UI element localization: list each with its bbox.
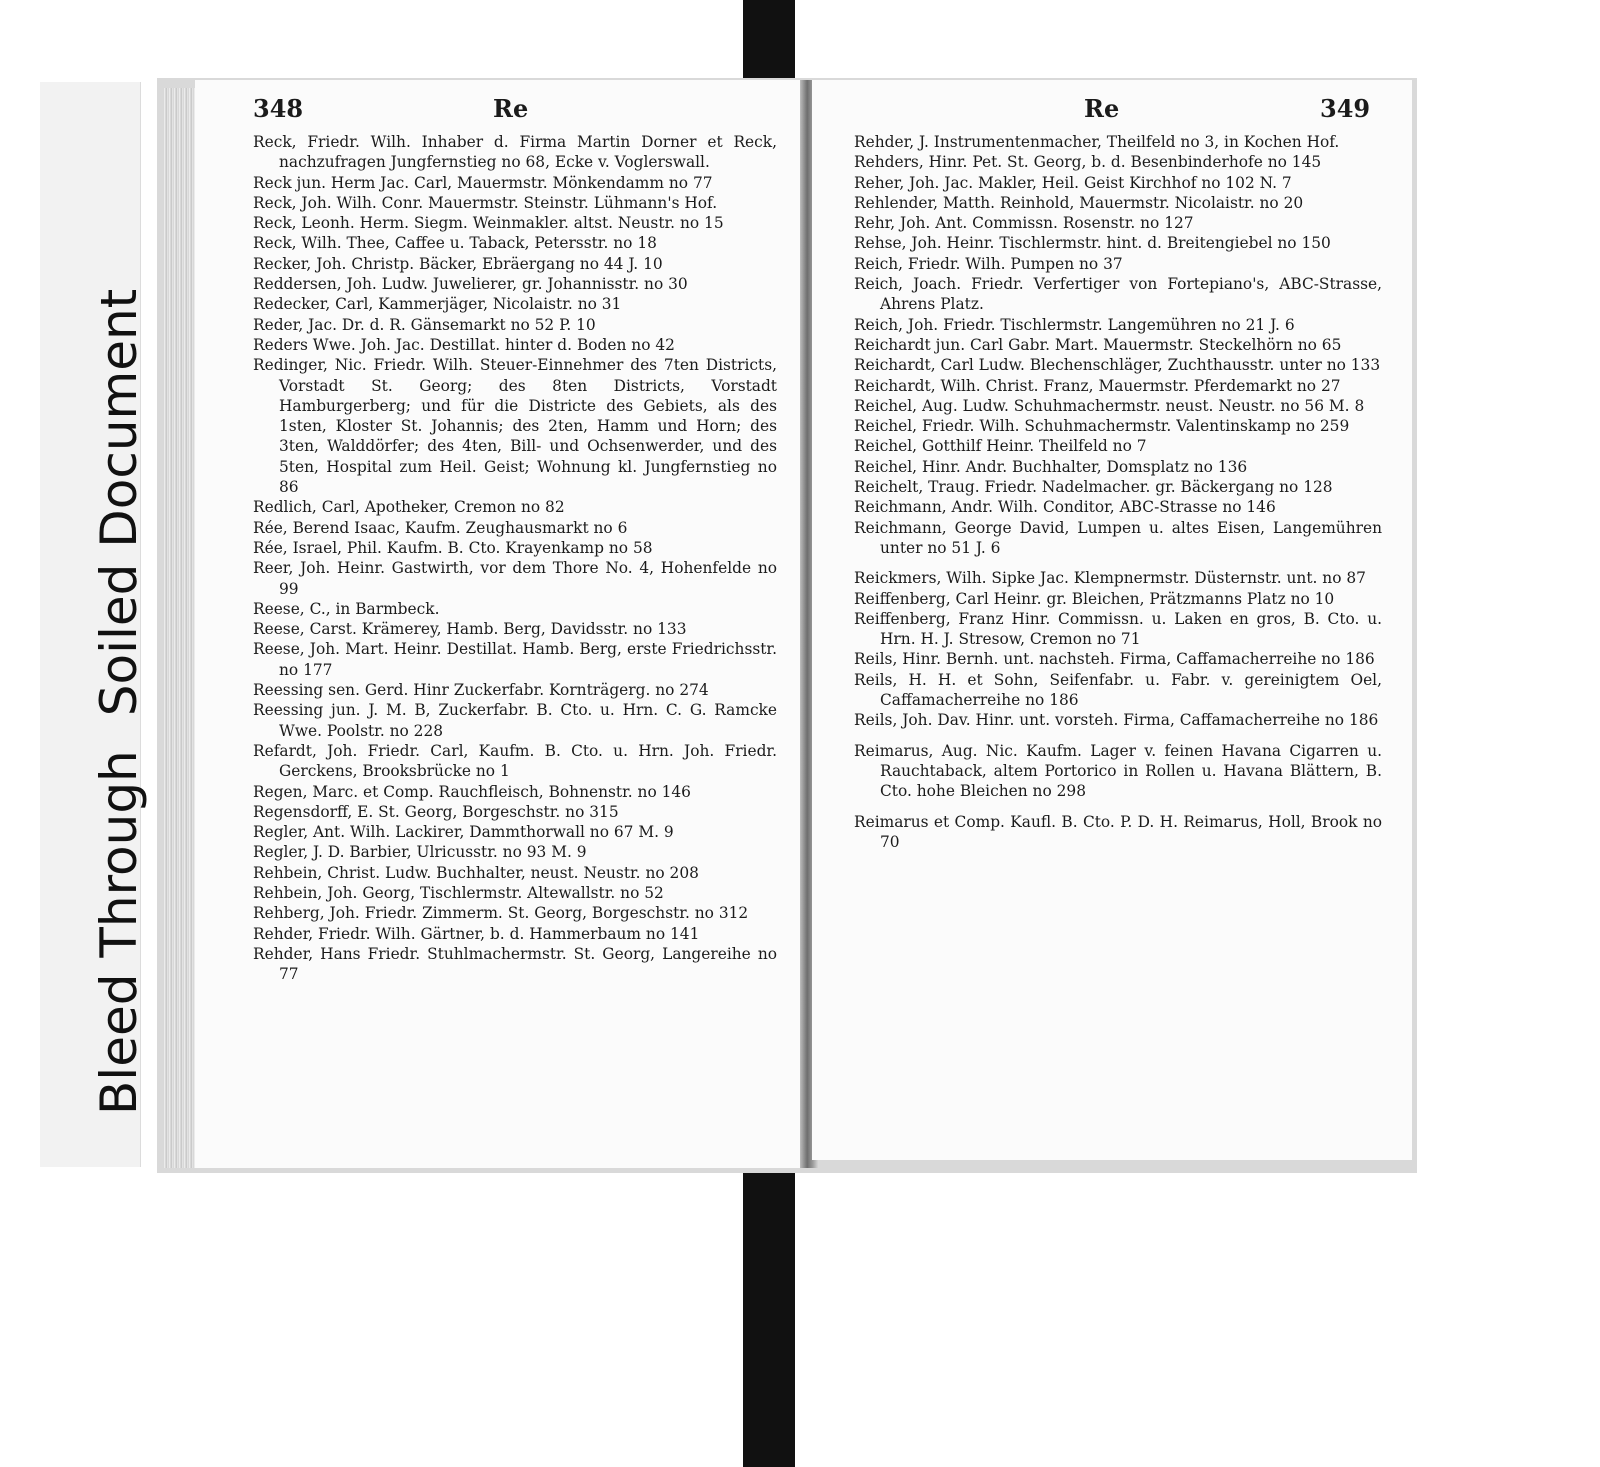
directory-entry: Reickmers, Wilh. Sipke Jac. Klempnermstr. Düsternstr. unt. no 87 [854,569,1366,588]
directory-entry: Reck, Friedr. Wilh. Inhaber d. Firma Martin Dorner et Reck, nachzufragen Jungfernstieg no 68, Ecke v. Voglerswall. [253,133,777,172]
directory-entry: Reck, Joh. Wilh. Conr. Mauermstr. Steinstr. Lühmann's Hof. [253,193,718,212]
directory-entry: Rehder, J. Instrumentenmacher, Theilfeld no 3, in Kochen Hof. [854,133,1340,151]
directory-entry: Reichelt, Traug. Friedr. Nadelmacher. gr. Bäckergang no 128 [854,478,1333,497]
directory-entry: Reichel, Hinr. Andr. Buchhalter, Domsplatz no 136 [854,457,1248,476]
directory-entry: Reimarus, Aug. Nic. Kaufm. Lager v. feinen Havana Cigarren u. Rauchtaback, altem Portorico in Rollen u. Havana Blättern, B. Cto. hohe Bleichen no 298 [854,741,1382,801]
directory-entry: Redecker, Carl, Kammerjäger, Nicolaistr. no 31 [253,295,622,314]
directory-entry: Regen, Marc. et Comp. Rauchfleisch, Bohnenstr. no 146 [253,782,691,801]
directory-entry: Redlich, Carl, Apotheker, Cremon no 82 [253,498,565,517]
directory-entry: Rehse, Joh. Heinr. Tischlermstr. hint. d. Breitengiebel no 150 [854,234,1331,253]
directory-entry: Rehbein, Christ. Ludw. Buchhalter, neust. Neustr. no 208 [253,863,699,882]
directory-entry: Reck, Wilh. Thee, Caffee u. Taback, Petersstr. no 18 [253,234,657,253]
directory-entry: Reils, Joh. Dav. Hinr. unt. vorsteh. Firma, Caffamacherreihe no 186 [854,711,1379,730]
running-head: Re [493,94,529,123]
directory-entry: Rehr, Joh. Ant. Commissn. Rosenstr. no 127 [854,214,1194,233]
directory-entry: Rehberg, Joh. Friedr. Zimmerm. St. Georg, Borgeschstr. no 312 [253,904,749,923]
binding-strap-top [743,0,795,82]
directory-entry: Reils, Hinr. Bernh. unt. nachsteh. Firma, Caffamacherreihe no 186 [854,650,1375,669]
directory-entry: Reichel, Aug. Ludw. Schuhmachermstr. neust. Neustr. no 56 M. 8 [854,396,1365,415]
directory-entry: Reich, Joach. Friedr. Verfertiger von Fortepiano's, ABC-Strasse, Ahrens Platz. [854,275,1382,314]
running-head: Re [1084,94,1120,123]
directory-entry: Refardt, Joh. Friedr. Carl, Kaufm. B. Cto. u. Hrn. Joh. Friedr. Gerckens, Brooksbrücke no 1 [253,741,777,781]
directory-entry: Reck, Leonh. Herm. Siegm. Weinmakler. altst. Neustr. no 15 [253,214,724,233]
directory-entry: Rehlender, Matth. Reinhold, Mauermstr. Nicolaistr. no 20 [854,193,1304,212]
directory-entry: Reich, Joh. Friedr. Tischlermstr. Langemühren no 21 J. 6 [854,315,1295,334]
right-page [812,80,1412,1160]
directory-entry: Reese, C., in Barmbeck. [253,599,440,618]
directory-entry: Rehder, Friedr. Wilh. Gärtner, b. d. Hammerbaum no 141 [253,924,700,943]
directory-entry: Rehder, Hans Friedr. Stuhlmachermstr. St. Georg, Langereihe no 77 [253,944,777,984]
directory-entry: Reders Wwe. Joh. Jac. Destillat. hinter d. Boden no 42 [253,335,675,354]
directory-entry: Reichmann, Andr. Wilh. Conditor, ABC-Strasse no 146 [854,498,1276,517]
directory-entry: Reese, Joh. Mart. Heinr. Destillat. Hamb. Berg, erste Friedrichsstr. no 177 [253,640,777,679]
directory-entry: Reer, Joh. Heinr. Gastwirth, vor dem Thore No. 4, Hohenfelde no 99 [253,559,777,598]
directory-entry: Reessing sen. Gerd. Hinr Zuckerfabr. Kornträgerg. no 274 [253,681,709,700]
side-label-part2: Soiled Document [90,288,148,717]
left-page [195,80,806,1168]
directory-entry: Rée, Israel, Phil. Kaufm. B. Cto. Krayenkamp no 58 [253,538,653,557]
directory-entry: Regler, Ant. Wilh. Lackirer, Dammthorwall no 67 M. 9 [253,823,674,842]
directory-entry: Regler, J. D. Barbier, Ulricusstr. no 93 M. 9 [253,843,587,862]
directory-entry: Reich, Friedr. Wilh. Pumpen no 37 [854,254,1123,273]
binding-strap-bottom [743,1148,795,1467]
directory-entry: Rehbein, Joh. Georg, Tischlermstr. Altewallstr. no 52 [253,883,664,902]
directory-entry: Reichel, Friedr. Wilh. Schuhmachermstr. Valentinskamp no 259 [854,417,1350,436]
page-number: 348 [253,94,304,123]
side-label [90,289,148,1115]
directory-entry: Reichardt jun. Carl Gabr. Mart. Mauermstr. Steckelhörn no 65 [854,335,1342,354]
directory-entry: Reder, Jac. Dr. d. R. Gänsemarkt no 52 P. 10 [253,315,596,334]
directory-entry: Redinger, Nic. Friedr. Wilh. Steuer-Einnehmer des 7ten Districts, Vorstadt St. Georg; des 8ten Districts, Vorstadt Hamburgerberg; und für die Districte des Gebiets, als des 1sten, Kloster St. Johannis; des 2ten, Hamm und Horn; des 3ten, Walddörfer; des 4ten, Bill- und Ochsenwerder, und des 5ten, Hospital zum Heil. Geist; Wohnung kl. Jungfernstieg no 86 [253,356,777,497]
directory-entry: Rée, Berend Isaac, Kaufm. Zeughausmarkt no 6 [253,518,628,537]
directory-entry: Reichel, Gotthilf Heinr. Theilfeld no 7 [854,437,1147,456]
directory-entry: Reessing jun. J. M. B, Zuckerfabr. B. Cto. u. Hrn. C. G. Ramcke Wwe. Poolstr. no 228 [253,701,777,740]
directory-entry: Reck jun. Herm Jac. Carl, Mauermstr. Mönkendamm no 77 [253,173,713,192]
directory-entry: Reichmann, George David, Lumpen u. altes Eisen, Langemühren unter no 51 J. 6 [854,518,1382,557]
directory-entry: Reher, Joh. Jac. Makler, Heil. Geist Kirchhof no 102 N. 7 [854,173,1292,192]
directory-entry: Reiffenberg, Franz Hinr. Commissn. u. Laken en gros, B. Cto. u. Hrn. H. J. Stresow, Cremon no 71 [854,609,1382,649]
directory-entry: Reils, H. H. et Sohn, Seifenfabr. u. Fabr. v. gereinigtem Oel, Caffamacherreihe no 186 [854,670,1382,710]
entry-list [854,132,1382,852]
directory-entry: Regensdorff, E. St. Georg, Borgeschstr. no 315 [253,802,619,821]
directory-entry: Reimarus et Comp. Kaufl. B. Cto. P. D. H. Reimarus, Holl, Brook no 70 [854,812,1382,851]
page-number: 349 [1320,94,1371,123]
directory-entry: Rehders, Hinr. Pet. St. Georg, b. d. Besenbinderhofe no 145 [854,153,1322,172]
directory-entry: Reese, Carst. Krämerey, Hamb. Berg, Davidsstr. no 133 [253,620,687,639]
side-label-part1: Bleed Through [90,750,148,1115]
directory-entry: Recker, Joh. Christp. Bäcker, Ebräergang no 44 J. 10 [253,254,663,273]
directory-entry: Reichardt, Wilh. Christ. Franz, Mauermstr. Pferdemarkt no 27 [854,376,1341,395]
page-edges [163,88,199,1168]
directory-entry: Reiffenberg, Carl Heinr. gr. Bleichen, Prätzmanns Platz no 10 [854,589,1335,608]
directory-entry: Reddersen, Joh. Ludw. Juwelierer, gr. Johannisstr. no 30 [253,275,688,294]
directory-entry: Reichardt, Carl Ludw. Blechenschläger, Zuchthausstr. unter no 133 [854,356,1381,375]
entry-list [253,132,777,984]
